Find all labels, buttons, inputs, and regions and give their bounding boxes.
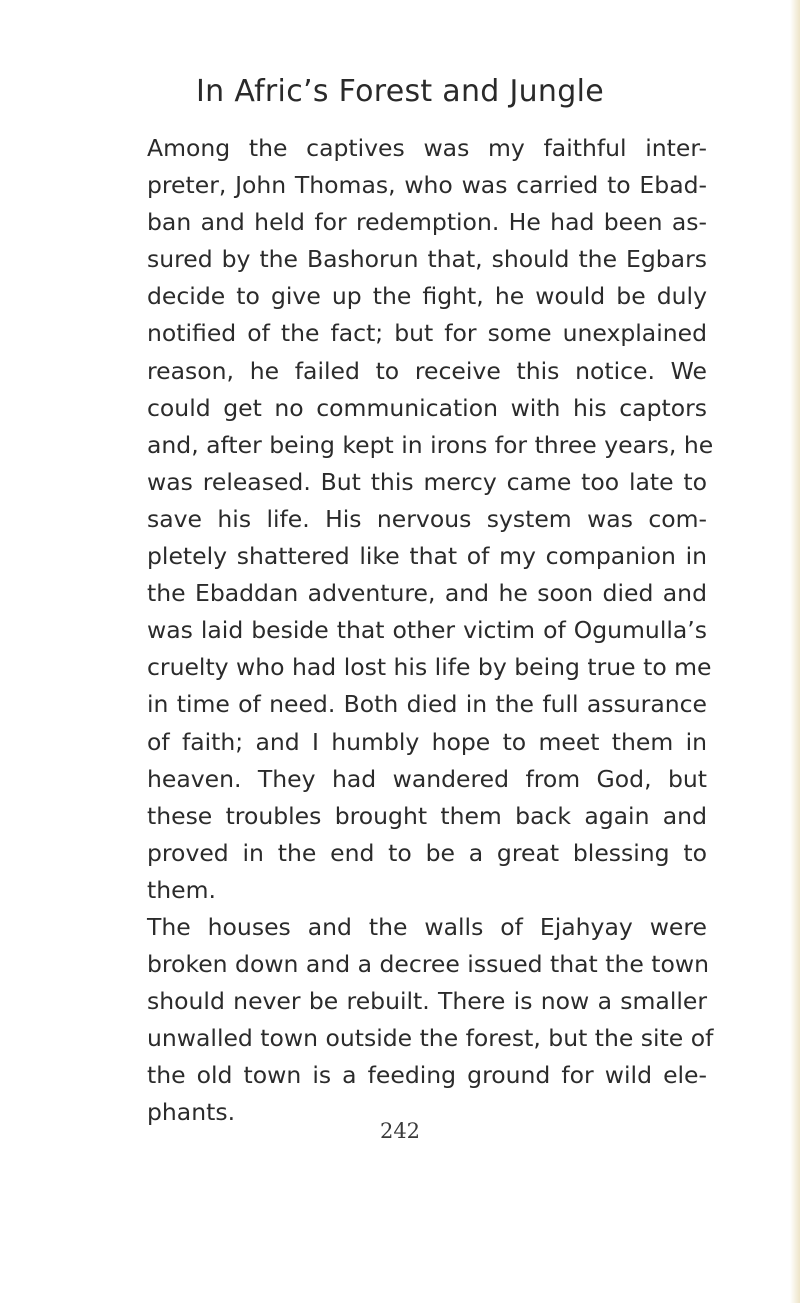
text-line: save his life. His nervous system was com- [147, 504, 707, 533]
page-edge [790, 0, 800, 1303]
page-number: 242 [379, 1119, 421, 1143]
text-line: should never be rebuilt. There is now a smaller [147, 987, 707, 1016]
text-line: these troubles brought them back again and [147, 801, 707, 830]
text-line: ban and held for redemption. He had been as- [147, 208, 707, 237]
text-line: of faith; and I humbly hope to meet them in [147, 727, 707, 756]
text-line: preter, John Thomas, who was carried to Ebad- [147, 171, 707, 200]
text-line: could get no communication with his captors [147, 393, 707, 422]
text-line: sured by the Bashorun that, should the Egbars [147, 245, 707, 274]
text-line: broken down and a decree issued that the town [147, 950, 709, 979]
text-line: the old town is a feeding ground for wild ele- [147, 1061, 707, 1090]
text-line: Among the captives was my faithful inter- [147, 134, 707, 162]
text-line: pletely shattered like that of my companion in [147, 542, 707, 571]
text-line: decide to give up the fight, he would be duly [147, 282, 707, 311]
text-line: proved in the end to be a great blessing to [147, 838, 707, 867]
text-line: and, after being kept in irons for three years, he [147, 430, 714, 459]
text-line: in time of need. Both died in the full assurance [147, 690, 707, 719]
body-text [147, 130, 714, 1132]
text-line: was laid beside that other victim of Ogumulla’s [147, 616, 707, 645]
running-head: In Afric’s Forest and Jungle [196, 74, 604, 109]
text-line: phants. [147, 1098, 236, 1127]
text-line: them. [147, 875, 216, 904]
text-line: The houses and the walls of Ejahyay were [147, 912, 707, 941]
text-line: heaven. They had wandered from God, but [147, 764, 707, 793]
text-line: reason, he failed to receive this notice. We [147, 356, 707, 385]
text-line: the Ebaddan adventure, and he soon died and [147, 579, 707, 608]
text-line: cruelty who had lost his life by being true to me [147, 653, 712, 682]
text-line: unwalled town outside the forest, but the site of [147, 1024, 714, 1053]
text-line: notified of the fact; but for some unexplained [147, 319, 707, 348]
text-line: was released. But this mercy came too late to [147, 467, 707, 496]
